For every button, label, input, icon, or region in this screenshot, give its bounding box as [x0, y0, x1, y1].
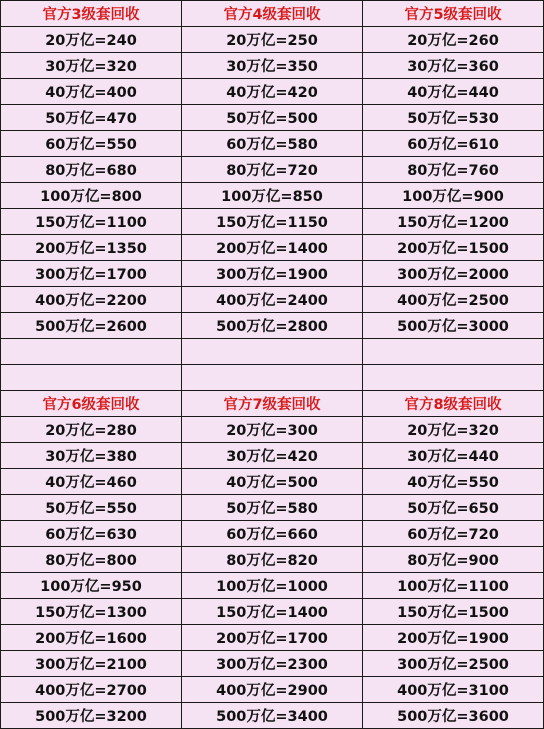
price-cell: 500万亿=3400	[182, 703, 363, 729]
price-cell: 150万亿=1150	[182, 209, 363, 235]
empty-cell	[182, 365, 363, 391]
price-cell: 200万亿=1350	[1, 235, 182, 261]
table-row	[1, 443, 544, 469]
table-row	[1, 495, 544, 521]
table-row	[1, 105, 544, 131]
table-row	[1, 573, 544, 599]
price-cell: 400万亿=2500	[363, 287, 544, 313]
price-cell: 60万亿=720	[363, 521, 544, 547]
price-cell: 100万亿=950	[1, 573, 182, 599]
price-cell: 30万亿=420	[182, 443, 363, 469]
price-cell: 50万亿=530	[363, 105, 544, 131]
price-cell: 300万亿=2300	[182, 651, 363, 677]
price-cell: 40万亿=420	[182, 79, 363, 105]
price-cell: 20万亿=260	[363, 27, 544, 53]
table-row	[1, 313, 544, 339]
price-cell: 40万亿=550	[363, 469, 544, 495]
price-cell: 100万亿=1000	[182, 573, 363, 599]
price-cell: 20万亿=320	[363, 417, 544, 443]
price-cell: 100万亿=1100	[363, 573, 544, 599]
table-row	[1, 677, 544, 703]
price-cell: 150万亿=1200	[363, 209, 544, 235]
price-cell: 300万亿=2500	[363, 651, 544, 677]
price-cell: 500万亿=2800	[182, 313, 363, 339]
price-cell: 40万亿=440	[363, 79, 544, 105]
price-cell: 80万亿=820	[182, 547, 363, 573]
price-cell: 200万亿=1500	[363, 235, 544, 261]
price-cell: 50万亿=500	[182, 105, 363, 131]
price-cell: 20万亿=280	[1, 417, 182, 443]
price-cell: 60万亿=630	[1, 521, 182, 547]
price-cell: 200万亿=1700	[182, 625, 363, 651]
price-cell: 30万亿=440	[363, 443, 544, 469]
table-row	[1, 261, 544, 287]
price-cell: 40万亿=500	[182, 469, 363, 495]
table-row	[1, 235, 544, 261]
price-cell: 60万亿=580	[182, 131, 363, 157]
price-cell: 150万亿=1300	[1, 599, 182, 625]
column-header: 官方7级套回收	[182, 391, 363, 417]
price-cell: 500万亿=3000	[363, 313, 544, 339]
price-cell: 50万亿=580	[182, 495, 363, 521]
table-row	[1, 287, 544, 313]
empty-row	[1, 365, 544, 391]
table-row	[1, 157, 544, 183]
empty-cell	[363, 339, 544, 365]
price-cell: 400万亿=2400	[182, 287, 363, 313]
table-body	[1, 1, 544, 729]
price-cell: 200万亿=1600	[1, 625, 182, 651]
price-cell: 200万亿=1400	[182, 235, 363, 261]
price-cell: 100万亿=900	[363, 183, 544, 209]
table-row	[1, 625, 544, 651]
price-cell: 150万亿=1400	[182, 599, 363, 625]
table-row	[1, 469, 544, 495]
price-cell: 80万亿=800	[1, 547, 182, 573]
price-cell: 500万亿=3600	[363, 703, 544, 729]
price-cell: 400万亿=2200	[1, 287, 182, 313]
price-cell: 500万亿=2600	[1, 313, 182, 339]
price-cell: 200万亿=1900	[363, 625, 544, 651]
price-cell: 300万亿=1900	[182, 261, 363, 287]
price-cell: 400万亿=3100	[363, 677, 544, 703]
price-cell: 50万亿=650	[363, 495, 544, 521]
table-row	[1, 53, 544, 79]
table-row	[1, 547, 544, 573]
table-row	[1, 651, 544, 677]
price-cell: 30万亿=320	[1, 53, 182, 79]
price-cell: 300万亿=2000	[363, 261, 544, 287]
price-cell: 400万亿=2700	[1, 677, 182, 703]
header-row	[1, 1, 544, 27]
column-header: 官方4级套回收	[182, 1, 363, 27]
price-cell: 20万亿=250	[182, 27, 363, 53]
table-row	[1, 27, 544, 53]
empty-cell	[182, 339, 363, 365]
table-row	[1, 417, 544, 443]
price-cell: 60万亿=660	[182, 521, 363, 547]
price-cell: 150万亿=1500	[363, 599, 544, 625]
price-cell: 100万亿=850	[182, 183, 363, 209]
price-cell: 20万亿=240	[1, 27, 182, 53]
price-cell: 80万亿=720	[182, 157, 363, 183]
price-cell: 30万亿=350	[182, 53, 363, 79]
price-cell: 80万亿=760	[363, 157, 544, 183]
column-header: 官方6级套回收	[1, 391, 182, 417]
price-cell: 50万亿=550	[1, 495, 182, 521]
price-cell: 60万亿=550	[1, 131, 182, 157]
price-cell: 80万亿=680	[1, 157, 182, 183]
table-row	[1, 521, 544, 547]
empty-cell	[1, 365, 182, 391]
price-cell: 60万亿=610	[363, 131, 544, 157]
table-row	[1, 183, 544, 209]
column-header: 官方8级套回收	[363, 391, 544, 417]
price-cell: 50万亿=470	[1, 105, 182, 131]
price-cell: 400万亿=2900	[182, 677, 363, 703]
price-cell: 300万亿=2100	[1, 651, 182, 677]
price-cell: 30万亿=360	[363, 53, 544, 79]
empty-cell	[363, 365, 544, 391]
header-row	[1, 391, 544, 417]
table-row	[1, 79, 544, 105]
price-cell: 500万亿=3200	[1, 703, 182, 729]
price-cell: 150万亿=1100	[1, 209, 182, 235]
table-row	[1, 599, 544, 625]
column-header: 官方5级套回收	[363, 1, 544, 27]
table-row	[1, 209, 544, 235]
empty-cell	[1, 339, 182, 365]
column-header: 官方3级套回收	[1, 1, 182, 27]
price-cell: 80万亿=900	[363, 547, 544, 573]
price-cell: 300万亿=1700	[1, 261, 182, 287]
price-cell: 40万亿=400	[1, 79, 182, 105]
price-cell: 100万亿=800	[1, 183, 182, 209]
empty-row	[1, 339, 544, 365]
price-cell: 30万亿=380	[1, 443, 182, 469]
price-cell: 40万亿=460	[1, 469, 182, 495]
price-cell: 20万亿=300	[182, 417, 363, 443]
table-row	[1, 131, 544, 157]
table-row	[1, 703, 544, 729]
